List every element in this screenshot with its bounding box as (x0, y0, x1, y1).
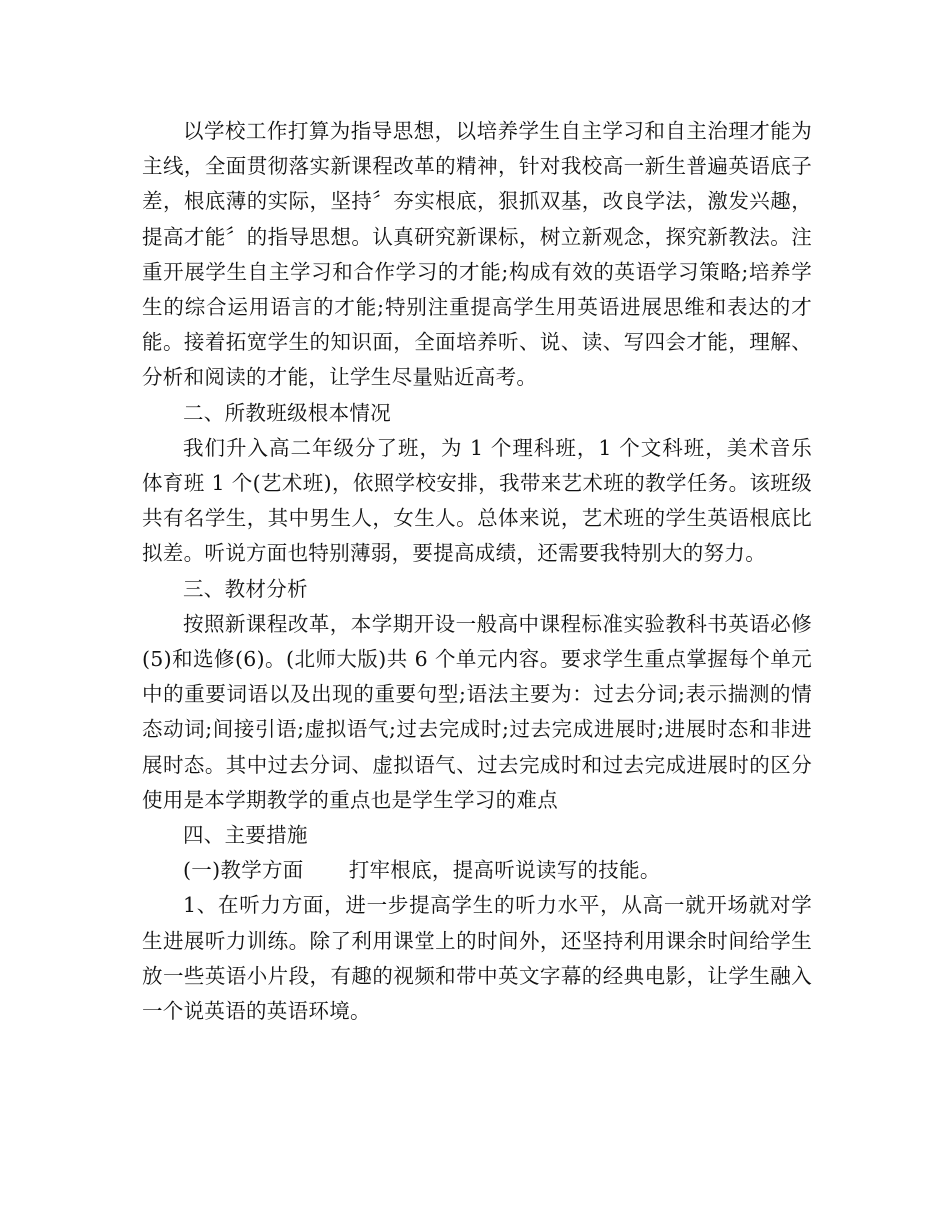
heading-class-situation: 二、所教班级根本情况 (183, 400, 391, 425)
subheading-teaching-label: (一)教学方面 (183, 858, 304, 883)
paragraph-textbook-analysis: 按照新课程改革，本学期开设一般高中课程标准实验教科书英语必修(5)和选修(6)。(北师大版)共 6 个单元内容。要求学生重点掌握每个单元中的重要词语以及出现的重要句型;语法主要为：过去分词;表示揣测的情态动词;间接引语;虚拟语气;过去完成时;过去完成进展时;进展时态和非进展时态。其中过去分词、虚拟语气、过去完成时和过去完成进展时的区分使用是本学期教学的重点也是学生学习的难点 (142, 611, 812, 812)
heading-textbook-analysis: 三、教材分析 (183, 576, 308, 601)
subheading-teaching-text: 打牢根底，提高听说读写的技能。 (348, 858, 661, 883)
heading-main-measures: 四、主要措施 (183, 823, 308, 848)
subheading-teaching (142, 853, 812, 888)
paragraph-class-situation: 我们升入高二年级分了班，为 1 个理科班，1 个文科班，美术音乐体育班 1 个(艺术班)，依照学校安排，我带来艺术班的教学任务。该班级共有名学生，其中男生人，女生人。总体来说，艺术班的学生英语根底比拟差。听说方面也特别薄弱，要提高成绩，还需要我特别大的努力。 (142, 435, 812, 566)
paragraph-guiding-thought: 以学校工作打算为指导思想，以培养学生自主学习和自主治理才能为主线，全面贯彻落实新课程改革的精神，针对我校高一新生普遍英语底子差，根底薄的实际，坚持〞夯实根底，狠抓双基，改良学法，激发兴趣，提高才能〞的指导思想。认真研究新课标，树立新观念，探究新教法。注重开展学生自主学习和合作学习的才能;构成有效的英语学习策略;培养学生的综合运用语言的才能;特别注重提高学生用英语进展思维和表达的才能。接着拓宽学生的知识面，全面培养听、说、读、写四会才能，理解、分析和阅读的才能，让学生尽量贴近高考。 (142, 119, 812, 390)
document-body (142, 114, 812, 1029)
paragraph-listening: 1、在听力方面，进一步提高学生的听力水平，从高一就开场就对学生进展听力训练。除了利用课堂上的时间外，还坚持利用课余时间给学生放一些英语小片段，有趣的视频和带中英文字幕的经典电影，让学生融入一个说英语的英语环境。 (142, 893, 812, 1024)
